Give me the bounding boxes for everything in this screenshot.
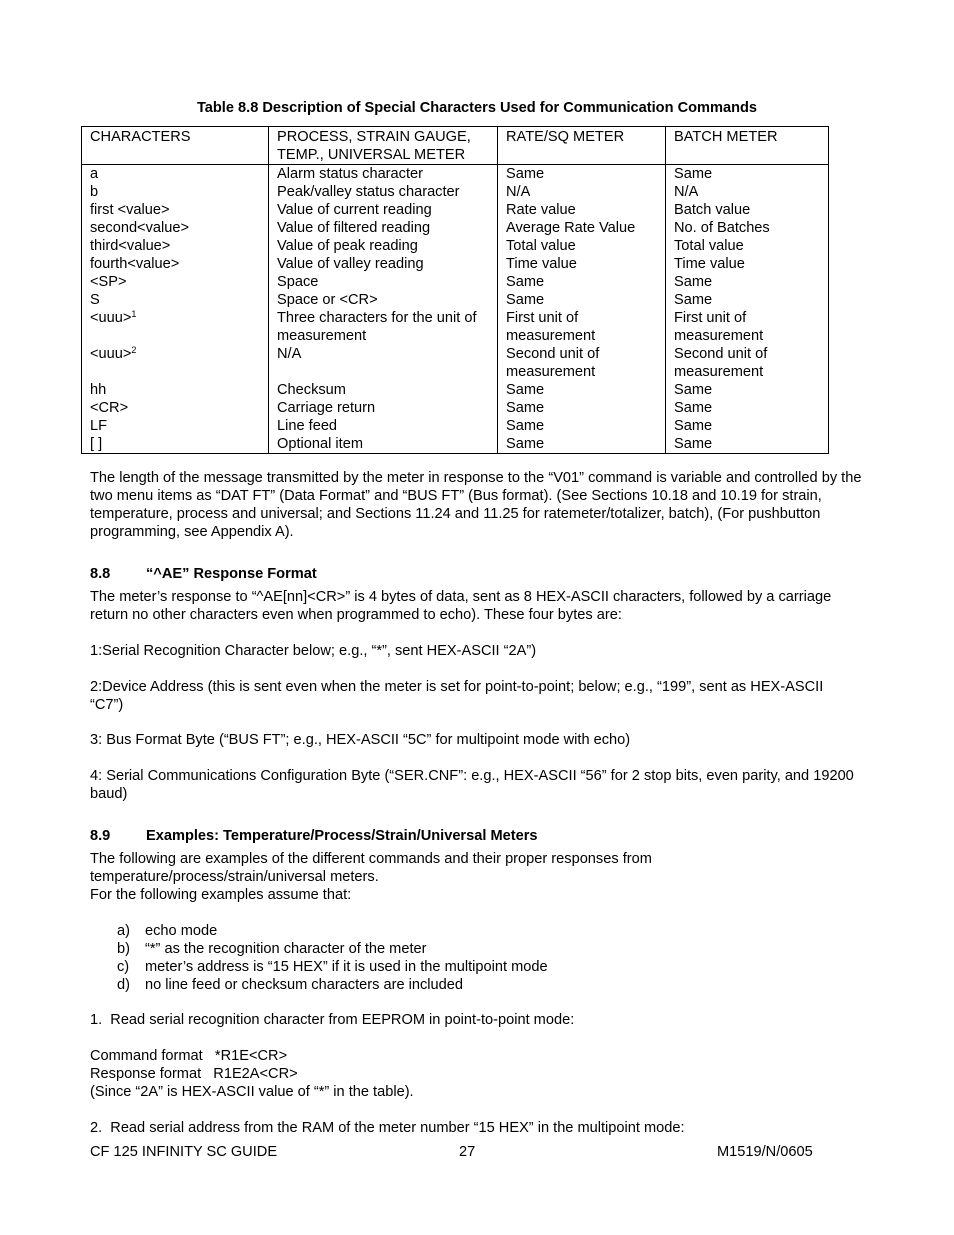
section-8-8-intro: The meter’s response to “^AE[nn]<CR>” is 4 bytes of data, sent as 8 HEX-ASCII characters, followed by a carriage return no other characters even when programmed to echo). These four bytes are: <box>90 589 832 623</box>
cell-batch: Same <box>666 381 829 399</box>
table-row <box>82 417 829 435</box>
cell-character: hh <box>82 381 269 399</box>
header-batch-meter: BATCH METER <box>666 127 829 165</box>
cell-rate: Same <box>498 399 666 417</box>
cell-batch: Second unit of measurement <box>666 345 829 381</box>
cell-process: Three characters for the unit of measurement <box>269 309 498 345</box>
list-item <box>117 976 817 994</box>
cell-rate: Average Rate Value <box>498 219 666 237</box>
header-characters: CHARACTERS <box>82 127 269 165</box>
cell-character-text: <uuu> <box>90 310 132 326</box>
table-row <box>82 201 829 219</box>
cell-rate: Same <box>498 291 666 309</box>
cell-batch: Same <box>666 165 829 184</box>
byte-1-description: 1:Serial Recognition Character below; e.g., “*”, sent HEX-ASCII “2A”) <box>90 643 537 659</box>
cell-batch: Same <box>666 399 829 417</box>
cell-batch: No. of Batches <box>666 219 829 237</box>
cell-batch: Time value <box>666 255 829 273</box>
cell-process: Line feed <box>269 417 498 435</box>
assumptions-intro: For the following examples assume that: <box>90 887 352 903</box>
table-row <box>82 399 829 417</box>
byte-2-description: 2:Device Address (this is sent even when the meter is set for point-to-point; below; e.g., “199”, sent as HEX-ASCII “C7”) <box>90 679 824 713</box>
message-length-paragraph: The length of the message transmitted by the meter in response to the “V01” command is variable and controlled by the two menu items as “DAT FT” (Data Format” and “BUS FT” (Bus format). (See Sections 10.18 and 10.19 for strain, temperature, process and universal; and Sections 11.24 and 11.25 for ratemeter/totalizer, batch), (For pushbutton programming, see Appendix A). <box>90 470 862 540</box>
list-item-label: b) <box>117 941 130 957</box>
command-format: Command format *R1E<CR> <box>90 1048 288 1064</box>
cell-rate: Same <box>498 273 666 291</box>
table-row <box>82 219 829 237</box>
list-item <box>117 940 817 958</box>
section-number: 8.8 <box>90 566 111 582</box>
cell-rate: Time value <box>498 255 666 273</box>
footer-document-code: M1519/N/0605 <box>717 1144 813 1160</box>
cell-process: N/A <box>269 345 498 381</box>
cell-character: second<value> <box>82 219 269 237</box>
table-row <box>82 381 829 399</box>
list-item-label: a) <box>117 923 130 939</box>
list-item-text: echo mode <box>145 923 218 939</box>
table-row <box>82 309 829 345</box>
section-title: “^AE” Response Format <box>146 566 317 582</box>
assumptions-list <box>117 922 817 994</box>
cell-process: Space <box>269 273 498 291</box>
list-item-label: d) <box>117 977 130 993</box>
table-caption: Table 8.8 Description of Special Characters Used for Communication Commands <box>196 100 758 116</box>
cell-batch: Same <box>666 417 829 435</box>
cell-character: a <box>82 165 269 184</box>
cell-batch: N/A <box>666 183 829 201</box>
cell-rate: N/A <box>498 183 666 201</box>
cell-character: LF <box>82 417 269 435</box>
cell-character <box>82 345 269 381</box>
table-row <box>82 255 829 273</box>
header-rate-meter: RATE/SQ METER <box>498 127 666 165</box>
section-8-9-intro: The following are examples of the different commands and their proper responses from temperature/process/strain/universal meters. <box>90 851 652 885</box>
byte-3-description: 3: Bus Format Byte (“BUS FT”; e.g., HEX-ASCII “5C” for multipoint mode with echo) <box>90 732 631 748</box>
cell-process: Space or <CR> <box>269 291 498 309</box>
cell-process: Optional item <box>269 435 498 454</box>
list-item-text: meter’s address is “15 HEX” if it is used in the multipoint mode <box>145 959 548 975</box>
table-header-row <box>82 127 829 165</box>
cell-rate: Second unit of measurement <box>498 345 666 381</box>
cell-rate: First unit of measurement <box>498 309 666 345</box>
table-row <box>82 435 829 454</box>
list-item-text: no line feed or checksum characters are included <box>145 977 463 993</box>
section-number: 8.9 <box>90 828 111 844</box>
header-process-meter: PROCESS, STRAIN GAUGE, TEMP., UNIVERSAL METER <box>269 127 498 165</box>
cell-character: b <box>82 183 269 201</box>
cell-character <box>82 309 269 345</box>
section-8-9-heading <box>90 827 870 845</box>
cell-character: fourth<value> <box>82 255 269 273</box>
list-item-text: “*” as the recognition character of the meter <box>145 941 427 957</box>
cell-process: Carriage return <box>269 399 498 417</box>
list-item <box>117 922 817 940</box>
cell-character: third<value> <box>82 237 269 255</box>
cell-process: Value of filtered reading <box>269 219 498 237</box>
cell-rate: Same <box>498 381 666 399</box>
section-8-8-heading <box>90 565 870 583</box>
table-row <box>82 237 829 255</box>
cell-rate: Same <box>498 417 666 435</box>
cell-batch: Total value <box>666 237 829 255</box>
cell-rate: Same <box>498 435 666 454</box>
table-row <box>82 183 829 201</box>
cell-process: Alarm status character <box>269 165 498 184</box>
footer-guide-title: CF 125 INFINITY SC GUIDE <box>90 1144 278 1160</box>
byte-4-description: 4: Serial Communications Configuration Byte (“SER.CNF”: e.g., HEX-ASCII “56” for 2 stop bits, even parity, and 19200 baud) <box>90 768 854 802</box>
response-format: Response format R1E2A<CR> <box>90 1066 298 1082</box>
cell-character-text: <uuu> <box>90 346 132 362</box>
list-item <box>117 958 817 976</box>
cell-batch: First unit of measurement <box>666 309 829 345</box>
cell-process: Value of current reading <box>269 201 498 219</box>
table-row <box>82 291 829 309</box>
cell-process: Checksum <box>269 381 498 399</box>
cell-batch: Batch value <box>666 201 829 219</box>
list-item-label: c) <box>117 959 130 975</box>
cell-batch: Same <box>666 291 829 309</box>
cell-process: Peak/valley status character <box>269 183 498 201</box>
cell-process: Value of valley reading <box>269 255 498 273</box>
example-2-heading: 2. Read serial address from the RAM of the meter number “15 HEX” in the multipoint mode: <box>90 1120 685 1136</box>
cell-character: S <box>82 291 269 309</box>
table-row <box>82 273 829 291</box>
cell-process: Value of peak reading <box>269 237 498 255</box>
footnote-marker: 1 <box>131 309 137 319</box>
cell-character: <CR> <box>82 399 269 417</box>
cell-batch: Same <box>666 435 829 454</box>
table-row <box>82 165 829 184</box>
table-row <box>82 345 829 381</box>
footnote-marker: 2 <box>131 345 137 355</box>
cell-rate: Same <box>498 165 666 184</box>
section-title: Examples: Temperature/Process/Strain/Universal Meters <box>146 828 538 844</box>
cell-character: <SP> <box>82 273 269 291</box>
footer-page-number: 27 <box>459 1144 476 1160</box>
cell-rate: Total value <box>498 237 666 255</box>
cell-character: first <value> <box>82 201 269 219</box>
special-characters-table <box>81 126 829 454</box>
hex-ascii-note: (Since “2A” is HEX-ASCII value of “*” in the table). <box>90 1084 414 1100</box>
cell-batch: Same <box>666 273 829 291</box>
cell-character: [ ] <box>82 435 269 454</box>
example-1-heading: 1. Read serial recognition character from EEPROM in point-to-point mode: <box>90 1012 575 1028</box>
cell-rate: Rate value <box>498 201 666 219</box>
